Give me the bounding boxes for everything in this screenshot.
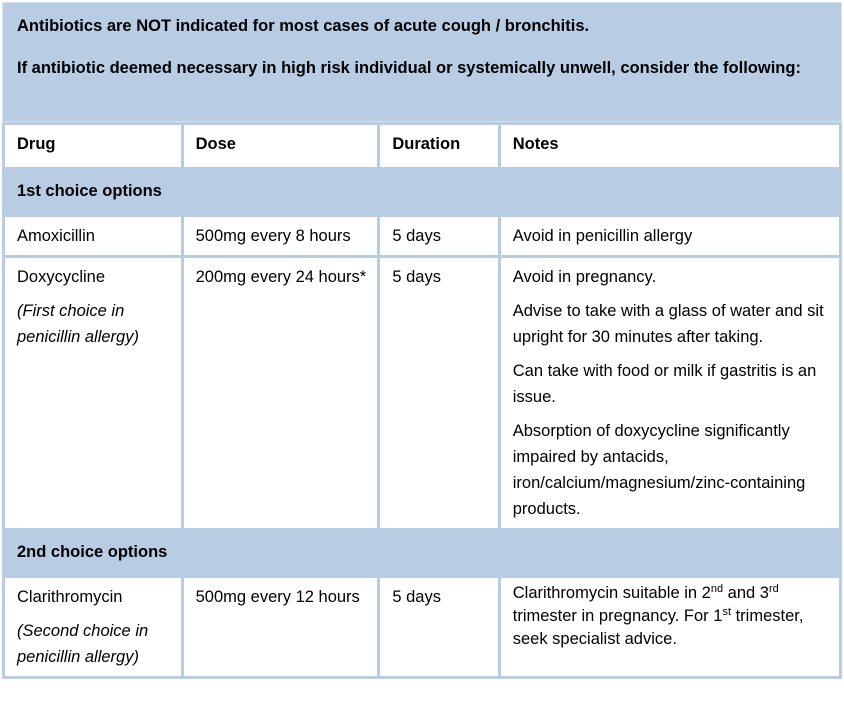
- antibiotic-guidance-document: [2, 2, 842, 679]
- table-row: [4, 257, 841, 530]
- section-label-first-choice: 1st choice options: [4, 169, 841, 216]
- note-text: Can take with food or milk if gastritis is an issue.: [512, 362, 817, 406]
- dose-cell: 200mg every 24 hours*: [182, 257, 379, 530]
- banner-line-1: Antibiotics are NOT indicated for most cases of acute cough / bronchitis.: [17, 17, 590, 35]
- duration-cell: 5 days: [379, 577, 499, 678]
- note-part: trimester, seek specialist advice.: [512, 607, 804, 648]
- note-text: Absorption of doxycycline significantly impaired by antacids, iron/calcium/magnesium/zinc-containing products.: [512, 422, 806, 518]
- drug-name: Doxycycline: [17, 268, 106, 286]
- drug-name: Clarithromycin: [17, 588, 123, 606]
- note-superscript: st: [722, 606, 732, 618]
- antibiotic-table: [2, 122, 842, 679]
- dose-cell: 500mg every 8 hours: [182, 216, 379, 257]
- note-text: Avoid in penicillin allergy: [512, 227, 693, 245]
- table-header-row: [4, 124, 841, 169]
- note-superscript: rd: [768, 583, 779, 595]
- section-label-second-choice: 2nd choice options: [4, 530, 841, 577]
- note-part: and 3: [723, 584, 769, 602]
- notes-cell: [499, 577, 840, 678]
- note-text: Avoid in pregnancy.: [512, 268, 657, 286]
- note-text: Advise to take with a glass of water and sit upright for 30 minutes after taking.: [512, 302, 824, 346]
- header-duration: Duration: [379, 124, 499, 169]
- note-superscript: nd: [710, 583, 724, 595]
- notes-cell: [499, 216, 840, 257]
- header-dose: Dose: [182, 124, 379, 169]
- notes-cell: [499, 257, 840, 530]
- note-part: trimester in pregnancy. For 1: [512, 607, 723, 625]
- dose-cell: 500mg every 12 hours: [182, 577, 379, 678]
- drug-cell: [4, 577, 183, 678]
- header-drug: Drug: [4, 124, 183, 169]
- drug-cell: Amoxicillin: [4, 216, 183, 257]
- guidance-banner: [2, 2, 842, 122]
- note-part: Clarithromycin suitable in 2: [512, 584, 711, 602]
- banner-line-2: If antibiotic deemed necessary in high risk individual or systemically unwell, consider the following:: [17, 59, 801, 77]
- table-row: [4, 216, 841, 257]
- header-notes: Notes: [499, 124, 840, 169]
- drug-note: (Second choice in penicillin allergy): [17, 622, 149, 666]
- drug-note: (First choice in penicillin allergy): [17, 302, 139, 346]
- table-row: [4, 577, 841, 678]
- duration-cell: 5 days: [379, 216, 499, 257]
- section-row-first-choice: [4, 169, 841, 216]
- drug-cell: [4, 257, 183, 530]
- duration-cell: 5 days: [379, 257, 499, 530]
- section-row-second-choice: [4, 530, 841, 577]
